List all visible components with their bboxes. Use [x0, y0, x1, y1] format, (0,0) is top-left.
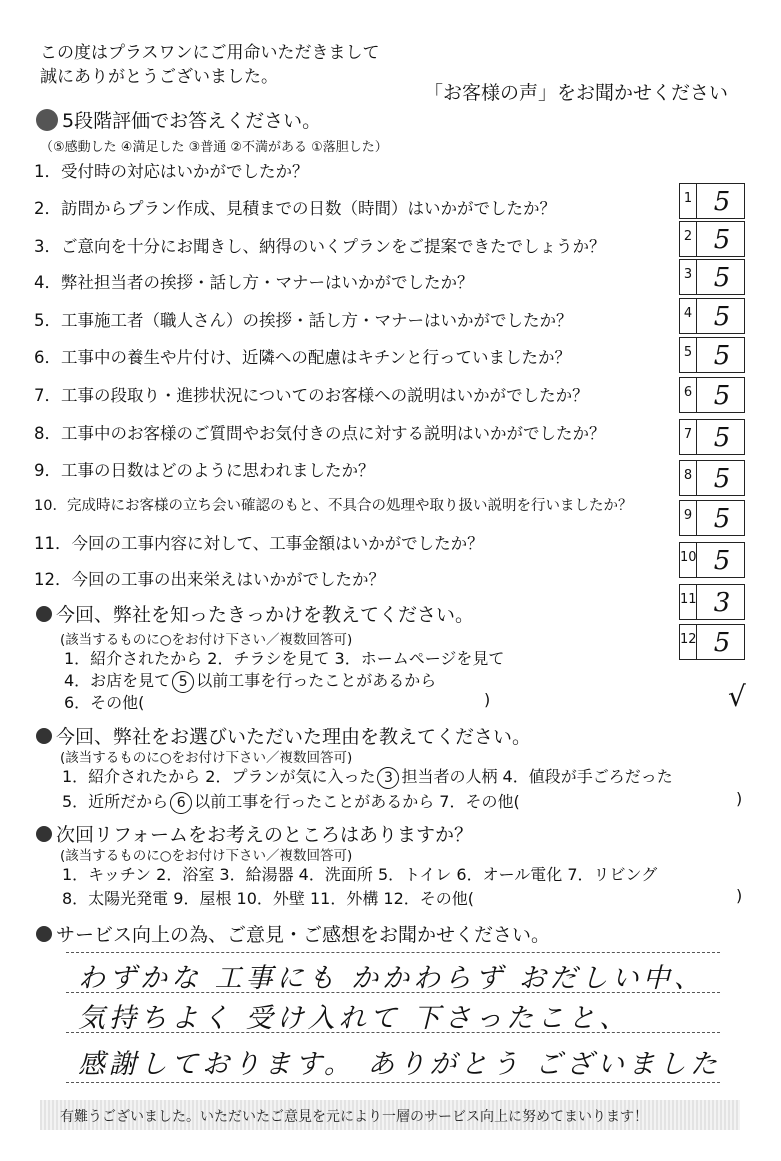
- rating-box-2[interactable]: 2 5: [679, 221, 745, 257]
- reason-section-note: (該当するものに○をお付け下さい／複数回答可): [60, 750, 353, 766]
- comment-line-divider: [66, 992, 720, 993]
- reason-other-close: ): [736, 789, 743, 808]
- rating-box-7[interactable]: 7 5: [679, 419, 745, 455]
- rating-value-11: 3: [713, 588, 731, 618]
- next-reform-note: (該当するものに○をお付け下さい／複数回答可): [60, 848, 353, 864]
- rating-value-7: 5: [713, 423, 731, 453]
- question-9: 9．工事の日数はどのように思われましたか？: [34, 461, 375, 480]
- comment-section-title: サービス向上の為、ご意見・ご感想をお聞かせください。: [36, 920, 550, 947]
- bullet-icon: [36, 109, 58, 131]
- rating-value-10: 5: [713, 546, 731, 576]
- rating-box-11[interactable]: 11 3: [679, 584, 745, 620]
- rating-box-5[interactable]: 5 5: [679, 337, 745, 373]
- trigger-options-line-3: 6．その他(: [64, 693, 145, 712]
- question-7: 7．工事の段取り・進捗状況についてのお客様への説明はいかがでしたか？: [34, 386, 589, 405]
- rating-scale-legend: （⑤感動した ④満足した ③普通 ②不満がある ①落胆した）: [40, 140, 388, 155]
- question-6: 6．工事中の養生や片付け、近隣への配慮はキチンと行っていましたか？: [34, 348, 572, 367]
- rating-value-8: 5: [713, 464, 731, 494]
- bullet-icon: [36, 606, 52, 622]
- trigger-section-title: 今回、弊社を知ったきっかけを教えてください。: [36, 600, 474, 627]
- form-banner-title: 「お客様の声」をお聞かせください: [424, 82, 729, 104]
- reason-section-title: 今回、弊社をお選びいただいた理由を教えてください。: [36, 722, 531, 749]
- question-4: 4．弊社担当者の挨拶・話し方・マナーはいかがでしたか？: [34, 273, 474, 292]
- rating-box-12[interactable]: 12 5: [679, 624, 745, 660]
- handwritten-comment-line-2: 気持ちよく 受け入れて 下さったこと、: [78, 1003, 631, 1034]
- selected-option-3[interactable]: 3: [377, 767, 399, 789]
- rating-value-9: 5: [713, 504, 731, 534]
- comment-line-divider: [66, 1032, 720, 1033]
- question-3: 3．ご意向を十分にお聞きし、納得のいくプランをご提案できたでしょうか？: [34, 237, 606, 256]
- trigger-section-note: (該当するものに○をお付け下さい／複数回答可): [60, 632, 353, 648]
- rating-box-3[interactable]: 3 5: [679, 259, 745, 295]
- rating-box-9[interactable]: 9 5: [679, 500, 745, 536]
- question-10: 10．完成時にお客様の立ち会い確認のもと、不具合の処理や取り扱い説明を行いましたか？: [34, 498, 633, 514]
- rating-value-5: 5: [713, 341, 731, 371]
- rating-box-8[interactable]: 8 5: [679, 460, 745, 496]
- rating-value-2: 5: [713, 225, 731, 255]
- next-reform-section-title: 次回リフォームをお考えのところはありますか？: [36, 820, 473, 847]
- reason-options-line-2: 5．近所だから 6 以前工事を行ったことがあるから 7．その他(: [62, 789, 520, 814]
- trigger-options-line-1: 1．紹介されたから 2．チラシを見て 3．ホームページを見て: [64, 649, 505, 668]
- handwritten-comment-line-1: わずかな 工事にも かかわらず おだしい中、: [78, 963, 705, 994]
- question-8: 8．工事中のお客様のご質問やお気付きの点に対する説明はいかがでしたか？: [34, 424, 606, 443]
- question-1: 1．受付時の対応はいかがでしたか？: [34, 162, 309, 181]
- question-2: 2．訪問からプラン作成、見積までの日数（時間）はいかがでしたか？: [34, 199, 556, 218]
- rating-box-10[interactable]: 10 5: [679, 542, 745, 578]
- selected-option-6[interactable]: 6: [170, 792, 192, 814]
- handwritten-comment-line-3: 感謝しております。 ありがとう ございました: [78, 1049, 722, 1080]
- rating-box-4[interactable]: 4 5: [679, 298, 745, 334]
- bullet-icon: [36, 926, 52, 942]
- question-12: 12．今回の工事の出来栄えはいかがでしたか？: [34, 570, 385, 589]
- rating-value-1: 5: [713, 187, 731, 217]
- reason-options-line-1: 1．紹介されたから 2．プランが気に入った 3 担当者の人柄 4．値段が手ごろだった: [62, 764, 673, 789]
- question-5: 5．工事施工者（職人さん）の挨拶・話し方・マナーはいかがでしたか？: [34, 311, 573, 330]
- next-reform-options-line-2: 8．太陽光発電 9．屋根 10．外壁 11．外構 12．その他(: [62, 889, 475, 908]
- selected-option-5[interactable]: 5: [172, 671, 194, 693]
- trigger-other-close: ): [484, 690, 491, 709]
- rating-value-3: 5: [713, 263, 731, 293]
- rating-value-4: 5: [713, 302, 731, 332]
- intro-line-2: 誠にありがとうございました。: [40, 67, 278, 87]
- next-reform-other-close: ): [736, 886, 743, 905]
- rating-value-6: 5: [713, 381, 731, 411]
- bullet-icon: [36, 728, 52, 744]
- rating-box-6[interactable]: 6 5: [679, 377, 745, 413]
- rating-value-12: 5: [713, 628, 731, 658]
- bullet-icon: [36, 826, 52, 842]
- rating-section-title: 5段階評価でお答えください。: [36, 106, 321, 133]
- trigger-options-line-2: 4．お店を見て 5 以前工事を行ったことがあるから: [64, 668, 436, 693]
- next-reform-options-line-1: 1．キッチン 2．浴室 3．給湯器 4．洗面所 5．トイレ 6．オール電化 7．リビング: [62, 865, 658, 884]
- comment-line-divider: [66, 952, 720, 953]
- footer-thanks: 有難うございました。いただいたご意見を元により一層のサービス向上に努めてまいります！: [60, 1109, 648, 1125]
- comment-line-divider: [66, 1082, 720, 1083]
- intro-line-1: この度はプラスワンにご用命いただきまして: [40, 43, 380, 63]
- check-mark-icon: √: [728, 680, 746, 713]
- rating-box-1[interactable]: 1 5: [679, 183, 745, 219]
- question-11: 11．今回の工事内容に対して、工事金額はいかがでしたか？: [34, 534, 484, 553]
